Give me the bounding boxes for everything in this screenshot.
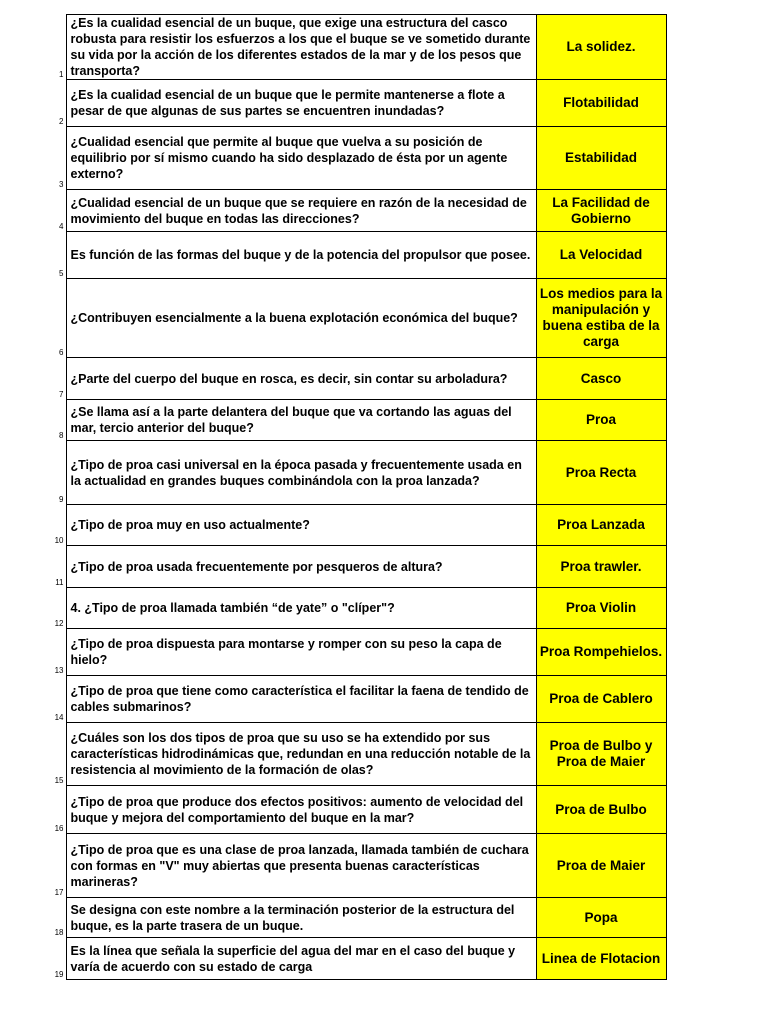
question-cell — [66, 358, 536, 400]
question-cell — [66, 441, 536, 505]
row-number: 8 — [59, 430, 64, 440]
question-text: ¿Cualidad esencial de un buque que se requiere en razón de la necesidad de movimiento del buque en todas las direcciones? — [70, 195, 527, 226]
row-number: 6 — [59, 347, 64, 357]
answer-cell: Proa Rompehielos. — [536, 629, 666, 676]
question-cell — [66, 190, 536, 232]
table-row — [42, 505, 666, 546]
answer-cell: Proa Recta — [536, 441, 666, 505]
answer-cell: Linea de Flotacion — [536, 938, 666, 980]
table-row — [42, 15, 666, 80]
question-text: ¿Tipo de proa muy en uso actualmente? — [70, 518, 310, 532]
answer-cell: Proa de Bulbo — [536, 786, 666, 834]
table-row — [42, 629, 666, 676]
question-cell — [66, 15, 536, 80]
question-text: ¿Tipo de proa dispuesta para montarse y romper con su peso la capa de hielo? — [70, 637, 502, 667]
table-row — [42, 400, 666, 441]
question-text: Se designa con este nombre a la terminación posterior de la estructura del buque, es la parte trasera de un buque. — [70, 902, 515, 933]
table-row — [42, 546, 666, 588]
answer-cell: Flotabilidad — [536, 80, 666, 127]
table-row — [42, 80, 666, 127]
answer-cell: Estabilidad — [536, 127, 666, 190]
question-text: ¿Tipo de proa que tiene como característica el facilitar la faena de tendido de cables submarinos? — [70, 684, 529, 714]
answer-cell: Proa trawler. — [536, 546, 666, 588]
answer-cell: La Velocidad — [536, 232, 666, 279]
row-number: 10 — [54, 535, 64, 545]
qa-table — [42, 14, 667, 980]
question-text: 4. ¿Tipo de proa llamada también “de yate” o "clíper"? — [70, 601, 395, 615]
question-cell — [66, 127, 536, 190]
question-cell — [66, 629, 536, 676]
question-text: ¿Tipo de proa usada frecuentemente por pesqueros de altura? — [70, 559, 443, 574]
table-row — [42, 938, 666, 980]
table-row — [42, 834, 666, 898]
question-text: ¿Parte del cuerpo del buque en rosca, es decir, sin contar su arboladura? — [70, 371, 508, 386]
answer-cell: Proa Violin — [536, 588, 666, 629]
row-number: 4 — [59, 221, 64, 231]
row-number: 13 — [54, 665, 64, 675]
question-cell — [66, 588, 536, 629]
question-cell — [66, 400, 536, 441]
row-number: 5 — [59, 268, 64, 278]
table-row — [42, 358, 666, 400]
question-cell — [66, 232, 536, 279]
answer-cell: Casco — [536, 358, 666, 400]
answer-cell: La solidez. — [536, 15, 666, 80]
question-text: ¿Tipo de proa que es una clase de proa lanzada, llamada también de cuchara con formas en "V" muy abiertas que presenta buenas características marineras? — [70, 842, 529, 889]
row-number: 16 — [54, 823, 64, 833]
row-number: 1 — [59, 69, 64, 79]
row-number: 17 — [54, 887, 64, 897]
row-number: 2 — [59, 116, 64, 126]
question-cell — [66, 938, 536, 980]
question-cell — [66, 279, 536, 358]
row-number: 12 — [54, 618, 64, 628]
question-cell — [66, 80, 536, 127]
row-number: 19 — [54, 969, 64, 979]
question-cell — [66, 786, 536, 834]
question-text: ¿Contribuyen esencialmente a la buena explotación económica del buque? — [70, 311, 518, 325]
answer-cell: Proa de Bulbo y Proa de Maier — [536, 723, 666, 786]
answer-cell: Proa Lanzada — [536, 505, 666, 546]
question-text: ¿Se llama así a la parte delantera del buque que va cortando las aguas del mar, tercio anterior del buque? — [70, 405, 512, 435]
question-text: ¿Cualidad esencial que permite al buque que vuelva a su posición de equilibrio por sí mismo cuando ha sido desplazado de ésta por un agente externo? — [70, 135, 508, 181]
question-text: ¿Es la cualidad esencial de un buque, que exige una estructura del casco robusta para resistir los esfuerzos a los que el buque se ve sometido durante su vida por la acción de los diferentes estados de la mar y de los pesos que transporta? — [70, 16, 531, 78]
question-cell — [66, 505, 536, 546]
table-row — [42, 723, 666, 786]
question-cell — [66, 898, 536, 938]
answer-cell: Popa — [536, 898, 666, 938]
table-row — [42, 441, 666, 505]
answer-cell: Proa de Maier — [536, 834, 666, 898]
question-text: ¿Es la cualidad esencial de un buque que le permite mantenerse a flote a pesar de que algunas de sus partes se encuentren inundadas? — [70, 88, 505, 118]
answer-cell: Proa de Cablero — [536, 676, 666, 723]
row-number: 14 — [54, 712, 64, 722]
question-text: ¿Cuáles son los dos tipos de proa que su uso se ha extendido por sus características hidrodinámicas que, redundan en una reducción notable de la resistencia al movimiento de la formación de olas? — [70, 731, 531, 777]
question-text: ¿Tipo de proa que produce dos efectos positivos: aumento de velocidad del buque y mejora del comportamiento del buque en la mar? — [70, 794, 524, 825]
question-text: Es función de las formas del buque y de la potencia del propulsor que posee. — [70, 248, 531, 262]
answer-cell: La Facilidad de Gobierno — [536, 190, 666, 232]
row-number: 7 — [59, 389, 64, 399]
table-row — [42, 127, 666, 190]
question-cell — [66, 834, 536, 898]
question-cell — [66, 723, 536, 786]
table-row — [42, 786, 666, 834]
row-number: 15 — [54, 775, 64, 785]
row-number: 18 — [54, 927, 64, 937]
row-number: 9 — [59, 494, 64, 504]
table-row — [42, 232, 666, 279]
table-row — [42, 190, 666, 232]
answer-cell: Los medios para la manipulación y buena estiba de la carga — [536, 279, 666, 358]
question-cell — [66, 546, 536, 588]
table-row — [42, 279, 666, 358]
question-cell — [66, 676, 536, 723]
question-text: ¿Tipo de proa casi universal en la época pasada y frecuentemente usada en la actualidad en grandes buques combinándola con la proa lanzada? — [70, 457, 522, 488]
row-number: 11 — [55, 577, 64, 587]
table-row — [42, 898, 666, 938]
question-text: Es la línea que señala la superficie del agua del mar en el caso del buque y varía de acuerdo con su estado de carga — [70, 943, 516, 974]
table-row — [42, 588, 666, 629]
row-number: 3 — [59, 179, 64, 189]
table-row — [42, 676, 666, 723]
answer-cell: Proa — [536, 400, 666, 441]
